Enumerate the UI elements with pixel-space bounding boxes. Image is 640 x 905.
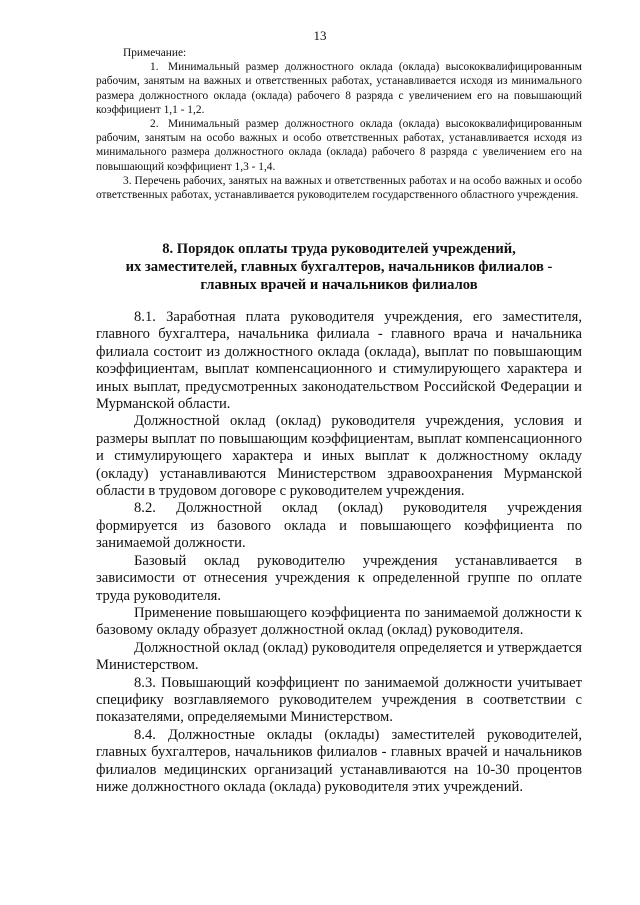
paragraph: Базовый оклад руководителю учреждения устанавливается в зависимости от отнесения учреждения к определенной группе по оплате труда руководителя. (96, 552, 582, 604)
note-item (96, 174, 582, 202)
heading-line: главных врачей и начальников филиалов (200, 277, 478, 293)
note-item-text: 3. Перечень рабочих, занятых на важных и ответственных работах и на особо важных и особо ответственных работах, устанавливается руководителем государственного областного учреждения. (96, 174, 582, 202)
note-block (96, 46, 582, 202)
note-item-number: 2. (150, 118, 159, 131)
note-title: Примечание: (123, 47, 187, 59)
note-item (96, 60, 582, 117)
paragraph: 8.3. Повышающий коэффициент по занимаемой должности учитывает специфику возглавляемого руководителем учреждения в соответствии с показателями, определяемыми Министерством. (96, 674, 582, 726)
paragraph: Должностной оклад (оклад) руководителя определяется и утверждается Министерством. (96, 639, 582, 674)
paragraph: 8.1. Заработная плата руководителя учреждения, его заместителя, главного бухгалтера, начальника филиала - главного врача и начальника филиала состоит из должностного оклада (оклада), выплат по повышающим коэффициентам, выплат компенсационного и стимулирующего характера и иных выплат, предусмотренных законодательством Российской Федерации и Мурманской области. (96, 309, 582, 413)
section-heading (96, 240, 582, 294)
heading-line: 8. Порядок оплаты труда руководителей учреждений, (162, 241, 516, 257)
note-item-number: 1. (150, 61, 159, 74)
note-item-text: Минимальный размер должностного оклада (оклада) высококвалифицированным рабочим, занятым на важных и ответственных работах, устанавливается исходя из минимального размера должностного оклада (оклада) рабочего 8 разряда с увеличением его на повышающий коэффициент 1,1 - 1,2. (96, 61, 582, 116)
paragraph: 8.2. Должностной оклад (оклад) руководителя учреждения формируется из базового оклада и повышающего коэффициента по занимаемой должности. (96, 500, 582, 552)
note-item (96, 117, 582, 174)
paragraph: Применение повышающего коэффициента по занимаемой должности к базовому окладу образует должностной оклад (оклад) руководителя. (96, 604, 582, 639)
note-item-text: Минимальный размер должностного оклада (оклада) высококвалифицированным рабочим, занятым на особо важных и особо ответственных работах, устанавливается исходя из минимального размера должностного оклада (оклада) рабочего 8 разряда с увеличением его на повышающий коэффициент 1,3 - 1,4. (96, 118, 582, 173)
paragraph: Должностной оклад (оклад) руководителя учреждения, условия и размеры выплат по повышающим коэффициентам, выплат компенсационного и стимулирующего характера и иных выплат к должностному окладу (окладу) устанавливаются Министерством здравоохранения Мурманской области в трудовом договоре с руководителем учреждения. (96, 413, 582, 500)
page-number: 13 (313, 28, 327, 43)
paragraph: 8.4. Должностные оклады (оклады) заместителей руководителей, главных бухгалтеров, начальников филиалов - главных врачей и начальников филиалов медицинских организаций устанавливаются на 10-30 процентов ниже должностного оклада (оклада) руководителя этих учреждений. (96, 726, 582, 795)
heading-line: их заместителей, главных бухгалтеров, начальников филиалов - (125, 259, 553, 275)
section-body (96, 309, 582, 796)
